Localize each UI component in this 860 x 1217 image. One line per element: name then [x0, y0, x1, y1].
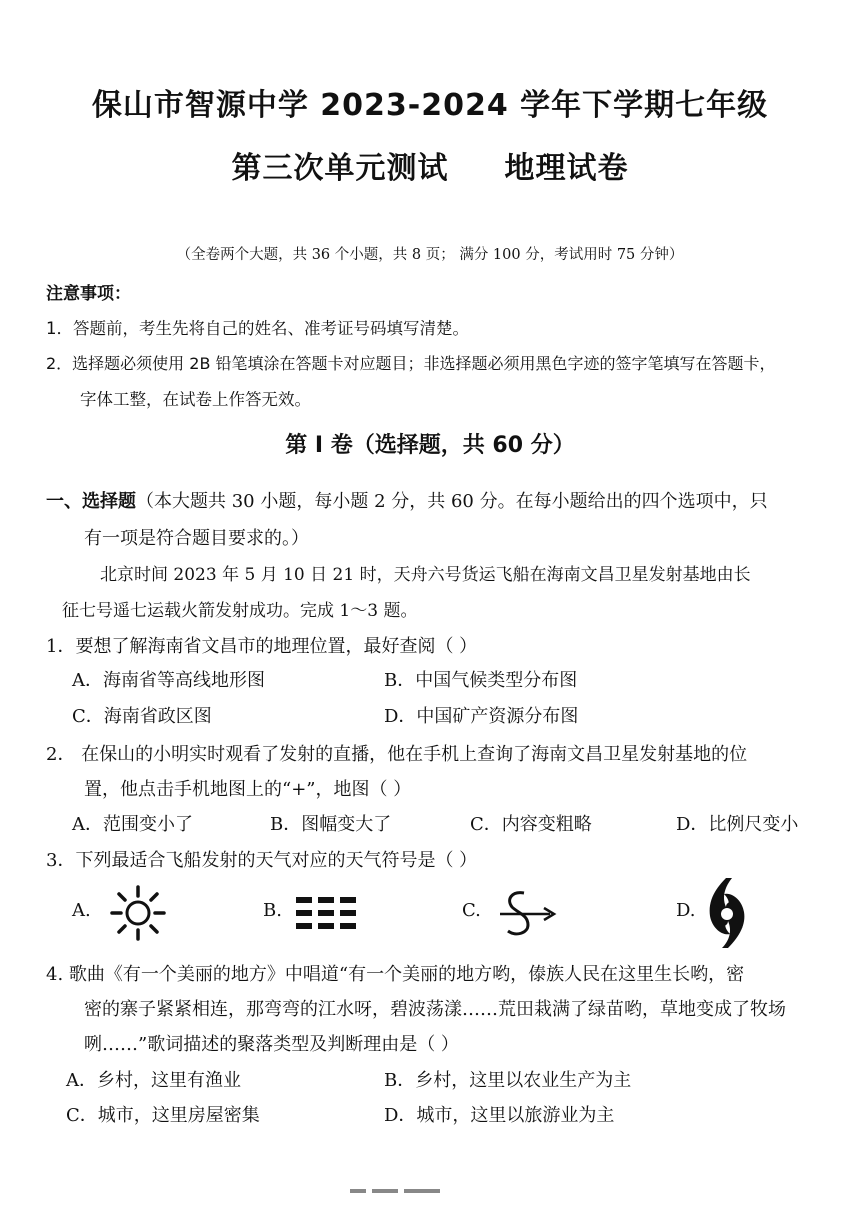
- q3-option-c-label: C.: [462, 900, 481, 921]
- q1-option-b: B．中国气候类型分布图: [384, 670, 578, 691]
- exam-title-line2: [0, 143, 860, 187]
- notice-item-2-line1: 2．选择题必须使用 2B 铅笔填涂在答题卡对应题目；非选择题必须用黑色字迹的签字笔填写在答题卡，: [46, 354, 776, 373]
- q1-option-c: C．海南省政区图: [72, 706, 212, 727]
- exam-title-subject: 地理试卷: [504, 151, 629, 186]
- part1-heading-line2: 有一项是符合题目要求的。）: [84, 528, 309, 549]
- q4-option-c: C．城市，这里房屋密集: [66, 1105, 260, 1126]
- section-title: 第 I 卷（选择题，共 60 分）: [285, 433, 575, 458]
- notice-heading: 注意事项：: [46, 284, 131, 304]
- typhoon-icon: [704, 876, 750, 950]
- q3-option-a-label: A.: [72, 900, 91, 921]
- q4-stem-line3: 咧……”歌词描述的聚落类型及判断理由是（ ）: [84, 1034, 459, 1055]
- exam-title-line1: 保山市智源中学 2023-2024 学年下学期七年级: [91, 88, 769, 123]
- q2-stem-line1: 2． 在保山的小明实时观看了发射的直播，他在手机上查询了海南文昌卫星发射基地的位: [46, 744, 748, 765]
- q2-stem-line2: 置，他点击手机地图上的“+”，地图（ ）: [84, 779, 412, 800]
- q1-stem: 1．要想了解海南省文昌市的地理位置，最好查阅（ ）: [46, 636, 478, 657]
- q3-option-d-label: D.: [676, 900, 696, 921]
- page-footer-cutoff: [350, 1180, 480, 1190]
- q4-option-b: B．乡村，这里以农业生产为主: [384, 1070, 632, 1091]
- exam-title-test-name: 第三次单元测试: [231, 151, 449, 186]
- q4-stem-line2: 密的寨子紧紧相连，那弯弯的江水呀，碧波荡漾……荒田栽满了绿苗哟，草地变成了牧场: [84, 999, 786, 1020]
- q2-option-d: D．比例尺变小: [676, 814, 799, 835]
- fog-icon: [294, 893, 360, 933]
- sandstorm-icon: [494, 887, 558, 941]
- sun-icon: [108, 883, 168, 943]
- part1-heading-label: 一、选择题: [46, 491, 136, 512]
- q4-option-a: A．乡村，这里有渔业: [66, 1070, 241, 1091]
- q4-option-d: D．城市，这里以旅游业为主: [384, 1105, 615, 1126]
- q4-stem-line1: 4. 歌曲《有一个美丽的地方》中唱道“有一个美丽的地方哟，傣族人民在这里生长哟，密: [46, 964, 745, 985]
- notice-item-1: 1．答题前，考生先将自己的姓名、准考证号码填写清楚。: [46, 319, 469, 338]
- material-line2: 征七号遥七运载火箭发射成功。完成 1～3 题。: [62, 601, 418, 621]
- material-line1: 北京时间 2023 年 5 月 10 日 21 时，天舟六号货运飞船在海南文昌卫星发射基地由长: [100, 565, 751, 585]
- part1-heading-text: （本大题共 30 小题，每小题 2 分，共 60 分。在每小题给出的四个选项中，只: [136, 491, 768, 512]
- q1-option-a: A．海南省等高线地形图: [72, 670, 265, 691]
- part1-heading: [46, 487, 768, 513]
- notice-item-2-line2: 字体工整，在试卷上作答无效。: [80, 390, 311, 409]
- q2-option-b: B．图幅变大了: [270, 814, 392, 835]
- q1-option-d: D．中国矿产资源分布图: [384, 706, 579, 727]
- q3-option-b-label: B.: [263, 900, 282, 921]
- q3-stem: 3．下列最适合飞船发射的天气对应的天气符号是（ ）: [46, 850, 478, 871]
- q2-option-c: C．内容变粗略: [470, 814, 592, 835]
- q2-option-a: A．范围变小了: [72, 814, 193, 835]
- exam-meta-info: （全卷两个大题，共 36 个小题，共 8 页； 满分 100 分，考试用时 75 分钟）: [176, 247, 684, 263]
